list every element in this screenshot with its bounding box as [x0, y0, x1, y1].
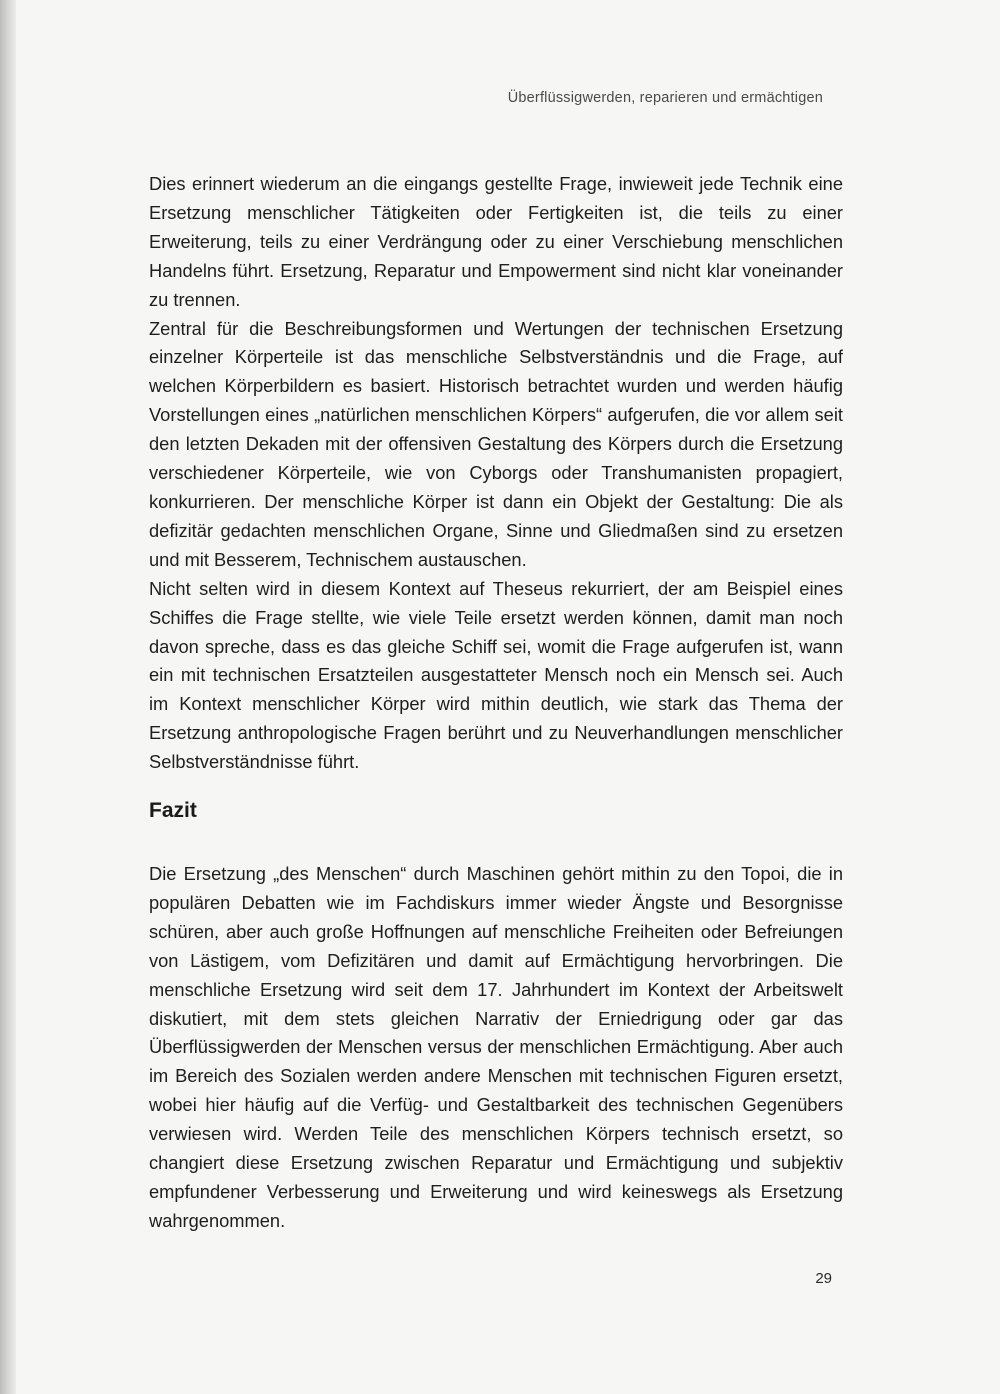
- section-2-text: [149, 860, 843, 1236]
- paragraph: Zentral für die Beschreibungsformen und Wertungen der technischen Ersetzung einzelner Körperteile ist das menschliche Selbstverständnis und die Frage, auf welchen Körperbildern es basiert. Historisch betrachtet wurden und werden häufig Vorstellungen eines „natürlichen menschlichen Körpers“ aufgerufen, die vor allem seit den letzten Dekaden mit der offensiven Gestaltung des Körpers durch die Ersetzung verschiedener Körperteile, wie von Cyborgs oder Transhumanisten propagiert, konkurrieren. Der menschliche Körper ist dann ein Objekt der Gestaltung: Die als defizitär gedachten menschlichen Organe, Sinne und Gliedmaßen sind zu ersetzen und mit Besserem, Technischem austauschen.: [149, 317, 843, 570]
- book-spine-shadow: [0, 0, 16, 1394]
- section-heading: Fazit: [149, 799, 197, 822]
- page-number: 29: [815, 1270, 832, 1287]
- running-head: Überflüssigwerden, reparieren und ermächtigen: [507, 90, 823, 106]
- section-1-text: [149, 170, 843, 777]
- paragraph: Nicht selten wird in diesem Kontext auf Theseus rekurriert, der am Beispiel eines Schiffes die Frage stellte, wie viele Teile ersetzt werden können, damit man noch davon spreche, dass es das gleiche Schiff sei, womit die Frage aufgerufen ist, wann ein mit technischen Ersatzteilen ausgestatteter Mensch noch ein Mensch sei. Auch im Kontext menschlicher Körper wird mithin deutlich, wie stark das Thema der Ersetzung anthropologische Fragen berührt und zu Neuverhandlungen menschlicher Selbstverständnisse führt.: [149, 577, 843, 773]
- paragraph: Dies erinnert wiederum an die eingangs gestellte Frage, inwieweit jede Technik eine Ersetzung menschlicher Tätigkeiten oder Fertigkeiten ist, die teils zu einer Erweiterung, teils zu einer Verdrängung oder zu einer Verschiebung menschlichen Handelns führt. Ersetzung, Reparatur und Empowerment sind nicht klar voneinander zu trennen.: [149, 173, 843, 310]
- book-page: [16, 0, 1000, 1394]
- paragraph: Die Ersetzung „des Menschen“ durch Maschinen gehört mithin zu den Topoi, die in populären Debatten wie im Fachdiskurs immer wieder Ängste und Besorgnisse schüren, aber auch große Hoffnungen auf menschliche Freiheiten oder Befreiungen von Lästigem, vom Defizitären und damit auf Ermächtigung hervorbringen. Die menschliche Ersetzung wird seit dem 17. Jahrhundert im Kontext der Arbeitswelt diskutiert, mit dem stets gleichen Narrativ der Erniedrigung oder gar das Überflüssigwerden der Menschen versus der menschlichen Ermächtigung. Aber auch im Bereich des Sozialen werden andere Menschen mit technischen Figuren ersetzt, wobei hier häufig auf die Verfüg- und Gestaltbarkeit des technischen Gegenübers verwiesen wird. Werden Teile des menschlichen Körpers technisch ersetzt, so changiert diese Ersetzung zwischen Reparatur und Ermächtigung und subjektiv empfundener Verbesserung und Erweiterung und wird keineswegs als Ersetzung wahrgenommen.: [149, 863, 843, 1231]
